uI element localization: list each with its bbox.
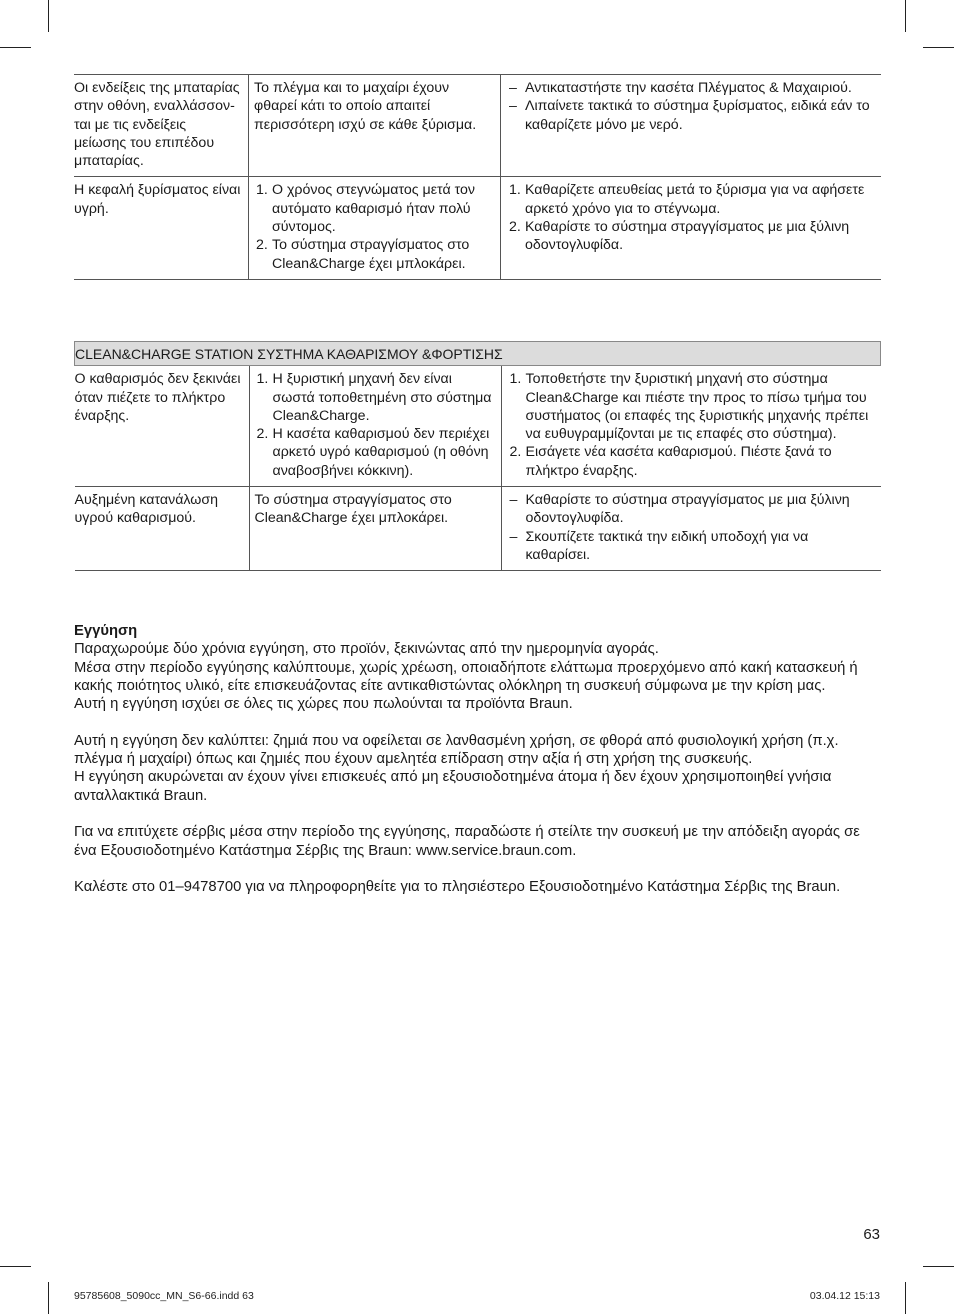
number-marker: 2. (256, 237, 268, 254)
dash-marker: – (509, 528, 518, 545)
crop-mark (0, 1266, 31, 1267)
table-row (75, 487, 881, 571)
number-marker: 2. (509, 444, 522, 461)
number-marker: 1. (256, 182, 268, 199)
number-marker: 2. (256, 426, 269, 443)
cause-cell (249, 487, 501, 571)
cause-cell (249, 75, 501, 177)
warranty-title: Εγγύηση (74, 623, 138, 639)
crop-mark (48, 0, 49, 32)
number-marker: 1. (509, 371, 522, 388)
crop-mark (0, 47, 31, 48)
list-item: 2. Η κασέτα καθαρισμού δεν περιέχει αρκετό υγρό καθαρισμού (η οθόνη αναβοσβήνει κόκκινη). (256, 426, 490, 479)
crop-mark (905, 0, 906, 32)
cause-cell (249, 366, 501, 487)
table-row (74, 177, 881, 279)
crop-mark (923, 1266, 954, 1267)
dash-marker: – (509, 492, 518, 509)
warranty-section (74, 622, 886, 896)
remedy-cell (501, 487, 881, 571)
footer-file-slug: 95785608_5090cc_MN_S6-66.indd 63 (74, 1290, 254, 1302)
remedy-cell (501, 177, 882, 279)
cause-text: Το πλέγμα και το μαχαίρι έχουν φθαρεί κάτι το οποίο απαιτεί περισσότερη ισχύ σε κάθε ξύρισμα. (254, 80, 477, 133)
dash-marker: – (509, 98, 517, 115)
list-item: 2. Καθαρίστε το σύστημα στραγγίσματος με μια ξύλινη οδοντογλυφίδα. (509, 219, 850, 254)
warranty-paragraph: Μέσα στην περίοδο εγγύησης καλύπτουμε, χωρίς χρέωση, οποιαδήποτε ελάττωμα προερχόμενο από κακή κατασκευή ή κακής ποιότητος υλικό, είτε επισκευάζοντας είτε αντικαθιστώντας ολόκληρη τη συσκευή σύμφωνα με την κρίση μας. (74, 659, 858, 694)
list-item: – Αντικαταστήστε την κασέτα Πλέγματος & Μαχαιριού. (509, 80, 852, 96)
list-item: 1. Ο χρόνος στεγνώματος μετά τον αυτόματο καθαρισμό ήταν πολύ σύντομος. (256, 182, 475, 236)
troubleshooting-table (74, 74, 881, 280)
page-number: 63 (863, 1226, 880, 1243)
list-item: – Λιπαίνετε τακτικά το σύστημα ξυρίσματος, ειδικά εάν το καθαρίζετε μόνο με νερό. (509, 98, 870, 133)
remedy-cell (501, 366, 881, 487)
list-item: 1. Τοποθετήστε την ξυριστική μηχανή στο σύστημα Clean&Charge και πιέστε την προς το πίσω τμήμα του συστήματος (οι επαφές της ξυριστικής μηχανής πρέπει να ευθυγραμμίζονται με τις επαφές στο σύστημα). (509, 371, 869, 443)
number-marker: 2. (509, 219, 521, 236)
cause-cell (249, 177, 501, 279)
warranty-paragraph: Παραχωρούμε δύο χρόνια εγγύηση, στο προϊόν, ξεκινώντας από την ημερομηνία αγοράς. (74, 641, 659, 658)
warranty-paragraph: Αυτή η εγγύηση ισχύει σε όλες τις χώρες που πωλούνται τα προϊόντα Braun. (74, 696, 573, 713)
number-marker: 1. (509, 182, 521, 199)
problem-cell: Ο καθαρισμός δεν ξεκινάει όταν πιέζετε το πλήκτρο έναρξης. (75, 366, 250, 487)
list-item: 2. Εισάγετε νέα κασέτα καθαρισμού. Πιέστε ξανά το πλήκτρο έναρξης. (509, 444, 832, 479)
warranty-paragraph: Η εγγύηση ακυρώνεται αν έχουν γίνει επισκευές από μη εξουσιοδοτημένα άτομα ή δεν έχουν χρησιμοποιηθεί γνήσια ανταλλακτικά Braun. (74, 769, 832, 804)
station-header: CLEAN&CHARGE STATION ΣΥΣΤΗΜΑ ΚΑΘΑΡΙΣΜΟΥ &ΦΟΡΤΙΣΗΣ (75, 342, 881, 366)
list-item: 2. Το σύστημα στραγγίσματος στο Clean&Charge έχει μπλοκάρει. (256, 237, 470, 272)
list-item: 1. Η ξυριστική μηχανή δεν είναι σωστά τοποθετημένη στο σύστημα Clean&Charge. (256, 371, 492, 424)
crop-mark (48, 1282, 49, 1314)
footer-date-slug: 03.04.12 15:13 (809, 1290, 880, 1302)
dash-marker: – (509, 80, 517, 96)
list-item: – Σκουπίζετε τακτικά την ειδική υποδοχή για να καθαρίσει. (509, 528, 809, 563)
table-row (75, 366, 881, 487)
warranty-paragraph: Καλέστε στο 01–9478700 για να πληροφορηθείτε για το πλησιέστερο Εξουσιοδοτημένο Κατάστημα Σέρβις της Braun. (74, 879, 841, 896)
warranty-paragraph: Αυτή η εγγύηση δεν καλύπτει: ζημιά που να οφείλεται σε λανθασμένη χρήση, σε φθορά από φυσιολογική χρήση (π.χ. πλέγμα ή μαχαίρι) όπως και ζημιές που έχουν αμελητέα επίδραση στην αξία ή στη χρήση της συσκευής. (74, 732, 839, 768)
list-item: 1. Καθαρίζετε απευθείας μετά το ξύρισμα για να αφήσετε αρκετό χρόνο για το στέγνωμα. (509, 182, 865, 217)
station-table (74, 341, 881, 571)
table-row (74, 75, 881, 177)
crop-mark (905, 1282, 906, 1314)
problem-cell: Οι ενδείξεις της μπαταρίας στην οθόνη, εναλλάσσον-ται με τις ενδείξεις μείωσης του επιπέδου μπαταρίας. (74, 75, 249, 177)
station-header-row (75, 342, 881, 366)
cause-text: Το σύστημα στραγγίσματος στο Clean&Charge έχει μπλοκάρει. (254, 492, 452, 527)
crop-mark (923, 47, 954, 48)
warranty-paragraph: Για να επιτύχετε σέρβις μέσα στην περίοδο της εγγύησης, παραδώστε ή στείλτε την συσκευή με την απόδειξη αγοράς σε ένα Εξουσιοδοτημένο Κατάστημα Σέρβις της Braun: www.service.braun.com. (74, 824, 860, 859)
number-marker: 1. (256, 371, 269, 388)
list-item: – Καθαρίστε το σύστημα στραγγίσματος με μια ξύλινη οδοντογλυφίδα. (509, 492, 850, 527)
problem-cell: Η κεφαλή ξυρίσματος είναι υγρή. (74, 177, 249, 279)
problem-cell: Αυξημένη κατανάλωση υγρού καθαρισμού. (75, 487, 250, 571)
remedy-cell (501, 75, 882, 177)
